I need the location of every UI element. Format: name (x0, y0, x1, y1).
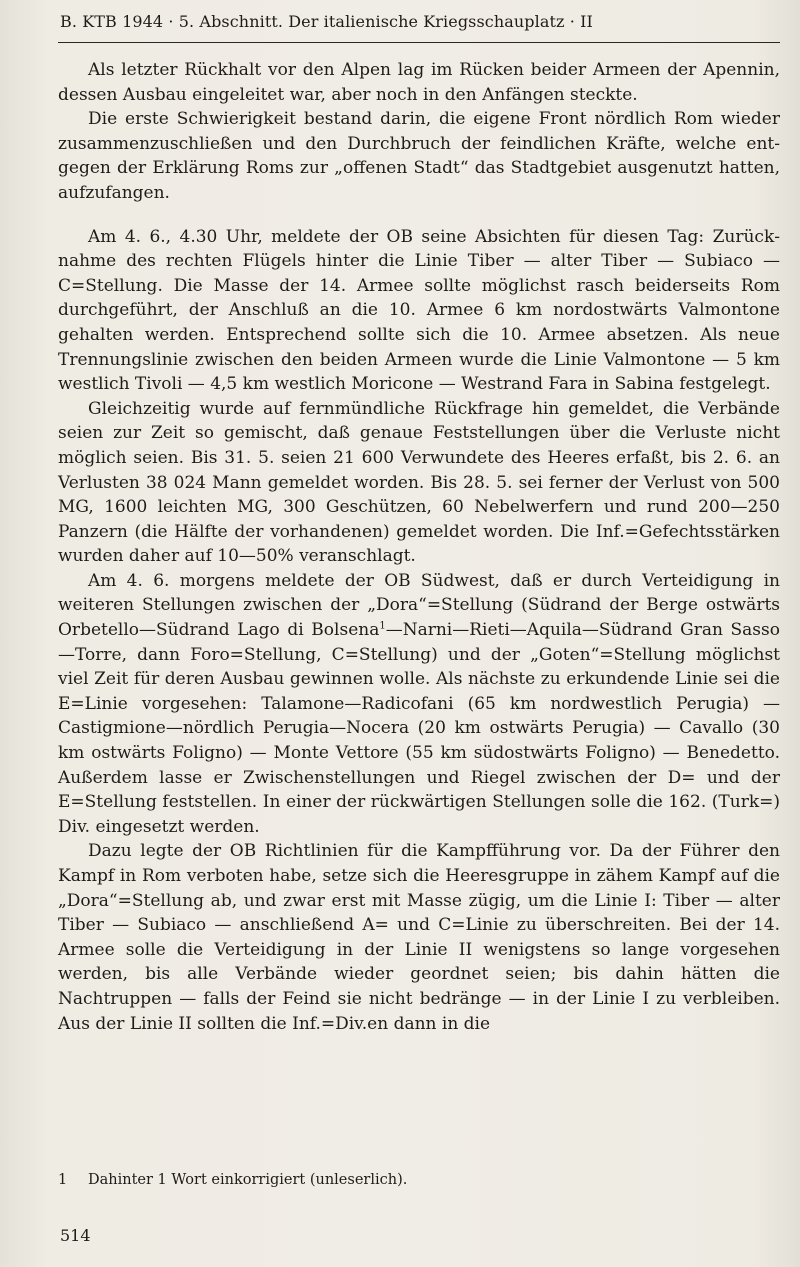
body-text (58, 58, 780, 1036)
footnote (58, 1170, 780, 1190)
paragraph-positions (58, 569, 780, 840)
paragraph-4-june-intentions: Am 4. 6., 4.30 Uhr, meldete der OB seine Absichten für diesen Tag: Zurücknahme des rechten Flügels hinter die Linie Tiber — alter Tiber — Subiaco — C=Stellung. Die Masse der 14. Armee sollte möglichst rasch beiderseits Rom durchgeführt, der Anschluß an die 10. Armee 6 km nordostwärts Valmontone gehalten werden. Entsprechend sollte sich die 10. Armee absetzen. Als neue Trennungslinie zwischen den beiden Armeen wurde die Linie Valmontone — 5 km westlich Tivoli — 4,5 km westlich Moricone — Westrand Fara in Sabina festgelegt. (58, 226, 780, 395)
footnote-marker: 1 (379, 620, 386, 632)
page-number: 514 (60, 1226, 91, 1245)
positions-text-after: —Narni—Rieti—Aquila—Südrand Gran Sasso—Torre, dann Foro=Stellung, C=Stellung) und der „Goten“=Stellung möglichst viel Zeit für deren Ausbau gewinnen wolle. Als nächste zu erkundende Linie sei die E=Linie vorgesehen: Talamone—Radicofani (65 km nordwestlich Perugia) — Castigmione—nördlich Perugia—Nocera (20 km ostwärts Perugia) — Cavallo (30 km ostwärts Foligno) — Monte Vettore (55 km südostwärts Foligno) — Benedetto. Außerdem lasse er Zwischenstellungen und Riegel zwischen der D= und der E=Stellung feststellen. In einer der rückwärtigen Stellungen solle die 162. (Turk=) Div. eingesetzt werden. (58, 620, 780, 837)
footnote-text: Dahinter 1 Wort einkorrigiert (unleserlich). (88, 1172, 408, 1188)
paragraph-losses: Gleichzeitig wurde auf fernmündliche Rückfrage hin gemeldet, die Verbände seien zur Zeit so gemischt, daß genaue Feststellungen über die Verluste nicht möglich seien. Bis 31. 5. seien 21 600 Verwundete des Heeres erfaßt, bis 2. 6. an Verlusten 38 024 Mann gemeldet worden. Bis 28. 5. sei ferner der Verlust von 500 MG, 1600 leichten MG, 300 Geschützen, 60 Nebelwerfern und rund 200—250 Panzern (die Hälfte der vorhandenen) gemeldet worden. Die Inf.=Gefechtsstärken wurden daher auf 10—50% veranschlagt. (58, 398, 780, 567)
paragraph-guidelines: Dazu legte der OB Richtlinien für die Kampfführung vor. Da der Führer den Kampf in Rom verboten habe, setze sich die Heeresgruppe in zähem Kampf auf die „Dora“=Stellung ab, und zwar erst mit Masse zügig, um die Linie I: Tiber — alter Tiber — Subiaco — anschließend A= und C=Linie zu überschreiten. Bei der 14. Armee solle die Verteidigung in der Linie II wenigstens so lange vorgesehen werden, bis alle Verbände wieder geordnet seien; bis dahin hätten die Nachtruppen — falls der Feind sie nicht bedränge — in der Linie I zu verbleiben. Aus der Linie II sollten die Inf.=Div.en dann in die (58, 841, 780, 1034)
running-head: B. KTB 1944 · 5. Abschnitt. Der italienische Kriegsschauplatz · II (60, 12, 593, 31)
paragraph-first-difficulty: Die erste Schwierigkeit bestand darin, die eigene Front nördlich Rom wieder zusammenzuschließen und den Durchbruch der feindlichen Kräfte, welche entgegen der Erklärung Roms zur „offenen Stadt“ das Stadtgebiet ausgenutzt hatten, aufzufangen. (58, 109, 780, 203)
positions-text-before: Am 4. 6. morgens meldete der OB Südwest, daß er durch Verteidigung in weiteren Stellungen zwischen der „Dora“=Stellung (Südrand der Berge ostwärts Orbetello—Südrand Lago di Bolsena (58, 570, 780, 641)
header-rule (58, 42, 780, 43)
paragraph-apennin: Als letzter Rückhalt vor den Alpen lag im Rücken beider Armeen der Apennin, dessen Ausbau eingeleitet war, aber noch in den Anfängen steckte. (58, 60, 780, 105)
footnote-number: 1 (58, 1172, 68, 1188)
